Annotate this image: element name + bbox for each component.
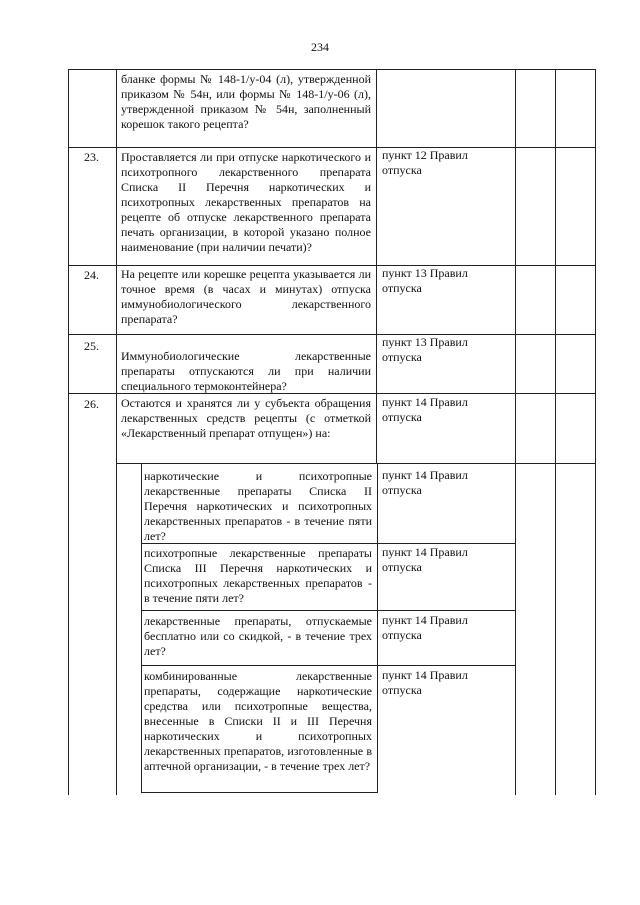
table-border-left: [68, 69, 69, 795]
table-border-answer-col-2: [555, 69, 556, 795]
page-number: 234: [311, 40, 329, 54]
subitem-4-question: комбинированные лекарственные препараты, содержащие наркотические средства или психотропные вещества, внесенные в Списки II и III Перечня наркотических и психотропных лекарственных препаратов, изготовленные в аптечной организации, - в течение трех лет?: [144, 669, 372, 773]
row-divider-24: [68, 265, 595, 266]
row-23-reference: пункт 12 Правил отпуска: [382, 148, 468, 177]
row-26-reference: пункт 14 Правил отпуска: [382, 395, 468, 424]
subitem-divider-3: [141, 610, 515, 611]
subitem-2-question: психотропные лекарственные препараты Списка III Перечня наркотических и психотропных лекарственных препаратов - в течение пяти лет?: [144, 546, 372, 605]
row-25-reference: пункт 13 Правил отпуска: [382, 335, 468, 364]
row-24-question: На рецепте или корешке рецепта указывается ли точное время (в часах и минутах) отпуска иммунобиологического лекарственного препарата?: [121, 267, 371, 326]
subitem-4-reference: пункт 14 Правил отпуска: [382, 668, 468, 697]
row-divider-subitems: [116, 463, 595, 464]
table-border-reference-col: [376, 69, 377, 463]
table-border-answer-col-1: [515, 69, 516, 795]
table-border-number-col: [116, 69, 117, 795]
row-23-number: 23.: [84, 150, 99, 164]
row-26-number: 26.: [84, 397, 99, 411]
row-divider-23: [68, 147, 595, 148]
table-border-top: [68, 69, 595, 70]
row-26-question: Остаются и хранятся ли у субъекта обращения лекарственных средств рецепты (с отметкой «Лекарственный препарат отпущен») на:: [121, 396, 371, 440]
row-24-number: 24.: [84, 268, 99, 282]
subitems-border-bottom: [141, 792, 377, 793]
row-25-question: Иммунобиологические лекарственные препараты отпускаются ли при наличии специального термоконтейнера?: [121, 349, 371, 393]
table-border-right: [595, 69, 596, 795]
row-divider-25: [68, 334, 595, 335]
subitems-border-left: [141, 463, 142, 793]
row-23-question: Проставляется ли при отпуске наркотического и психотропного лекарственного препарата Списка II Перечня наркотических и психотропных лекарственных препаратов на рецепте об отпуске лекарственного препарата печать организации, в которой указано полное наименование (при наличии печати)?: [121, 150, 371, 254]
subitem-2-reference: пункт 14 Правил отпуска: [382, 545, 468, 574]
row-continuation-question: бланке формы № 148-1/у-04 (л), утвержденной приказом № 54н, или формы № 148-1/у-06 (л), утвержденной приказом № 54н, заполненный корешок такого рецепта?: [121, 72, 371, 131]
subitem-1-reference: пункт 14 Правил отпуска: [382, 468, 468, 497]
row-24-reference: пункт 13 Правил отпуска: [382, 266, 468, 295]
subitems-border-right: [377, 463, 378, 793]
row-25-number: 25.: [84, 339, 99, 353]
subitem-3-question: лекарственные препараты, отпускаемые бесплатно или со скидкой, - в течение трех лет?: [144, 614, 372, 658]
subitem-3-reference: пункт 14 Правил отпуска: [382, 613, 468, 642]
subitem-1-question: наркотические и психотропные лекарственные препараты Списка II Перечня наркотических и психотропных лекарственных препаратов - в течение пяти лет?: [144, 469, 372, 543]
subitem-divider-4: [141, 665, 515, 666]
